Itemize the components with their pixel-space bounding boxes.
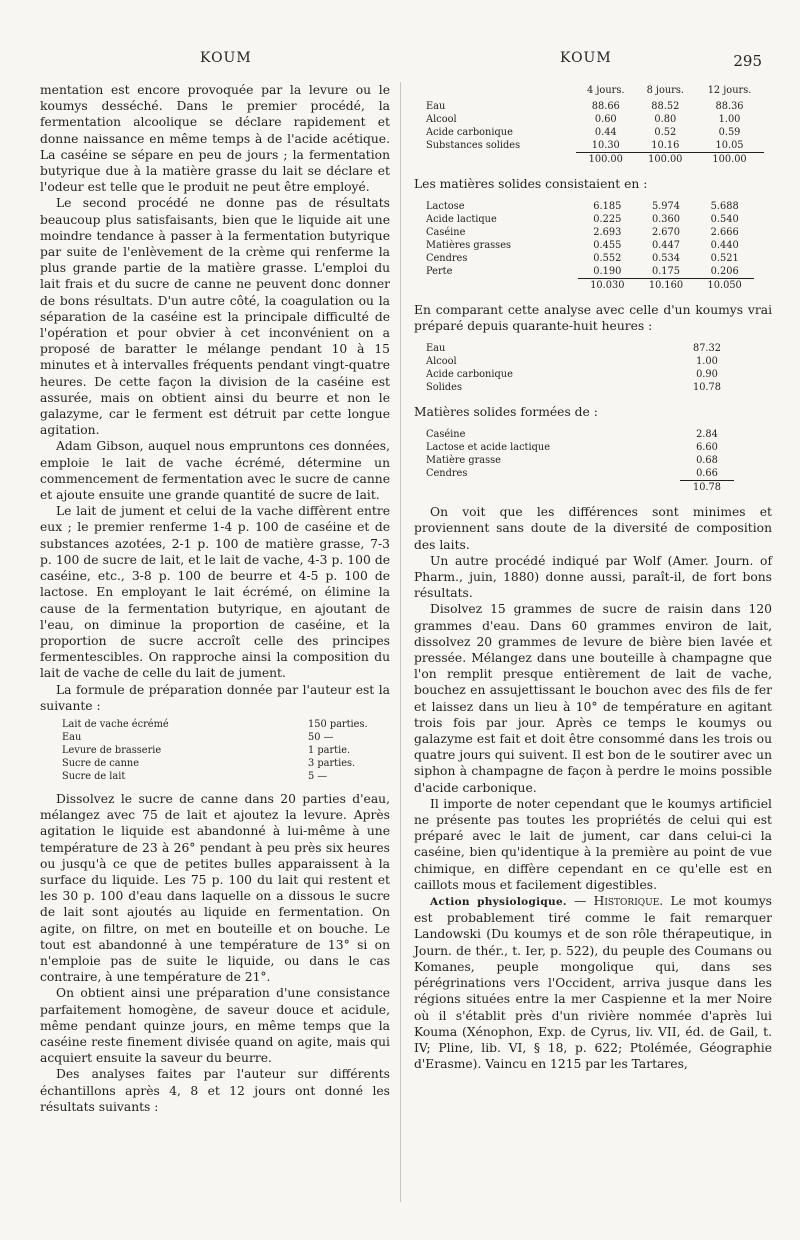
table-cell: 87.32 — [692, 343, 722, 355]
left-column — [40, 82, 390, 1115]
table-row — [424, 467, 734, 481]
table-cell-value: 3 parties. — [308, 757, 356, 769]
table-row — [60, 757, 380, 770]
table-cell-label: Cendres — [426, 253, 468, 265]
table-cell: 0.52 — [654, 127, 677, 139]
table-cell-label: Matière grasse — [426, 455, 501, 467]
page-number: 295 — [733, 52, 762, 70]
table-cell: 1.00 — [718, 114, 741, 126]
caption: Matières solides formées de : — [414, 405, 598, 420]
column-header: 12 jours. — [707, 85, 752, 96]
table-cell-label: Eau — [426, 343, 446, 355]
paragraph: On obtient ainsi une préparation d'une consistance parfaitement homogène, de saveur douce et acidule, même pendant quinze jours, en même temps que la caséine reste finement divisée quand on agite, mais qui acquiert ensuite la saveur du beurre. — [40, 986, 390, 1066]
table-cell: 0.440 — [710, 240, 739, 252]
table-cell: 0.521 — [710, 253, 739, 265]
table-cell: 100.00 — [695, 153, 764, 167]
table-cell: 88.66 — [591, 101, 620, 113]
table-row — [424, 139, 764, 153]
table-cell: 0.60 — [594, 114, 617, 126]
table-cell: 0.90 — [696, 369, 718, 381]
section-heading: Historique. — [593, 894, 664, 909]
table-cell: 0.225 — [593, 214, 622, 226]
true-koumys-table — [424, 342, 734, 394]
table-cell: 1.00 — [696, 356, 718, 368]
table-total-row — [424, 279, 754, 293]
table-cell: 0.190 — [593, 266, 622, 278]
table-cell: 100.00 — [576, 153, 636, 167]
table-cell: 10.78 — [692, 382, 722, 394]
formula-table — [60, 718, 380, 783]
table-cell: 88.36 — [715, 101, 744, 113]
column-divider — [400, 82, 401, 1202]
running-head-right: KOUM — [560, 50, 612, 66]
paragraph: Un autre procédé indiqué par Wolf (Amer. Journ. of Pharm., juin, 1880) donne aussi, paraît-il, de fort bons résultats. — [414, 553, 772, 601]
caption: En comparant cette analyse avec celle d'un koumys vrai préparé depuis quarante-huit heures : — [414, 303, 772, 334]
table-cell-label: Acide carbonique — [426, 127, 513, 139]
paragraph: Disolvez 15 grammes de sucre de raisin dans 120 grammes d'eau. Dans 60 grammes environ de lait, dissolvez 20 grammes de levure de bière bien lavée et pressée. Mélangez dans une bouteille à champagne que l'on remplit presque entièrement de lait de vache, bouchez en assujettissant le bouchon avec des fils de fer et laissez dans un lieu à 10° de température en agitant trois fois par jour. Après ce temps le koumys ou galazyme est fait et doit être consommé dans les trois ou quatre jours qui suivent. Il est bon de le soutirer avec un siphon à champagne de façon à perdre le moins possible d'acide carbonique. — [414, 602, 772, 795]
table-row — [424, 213, 754, 226]
table-cell: 10.78 — [680, 481, 734, 495]
table-row — [424, 441, 734, 454]
table-row — [424, 355, 734, 368]
table-cell-label: Alcool — [426, 356, 457, 368]
table-cell: 0.68 — [696, 455, 718, 467]
table-cell: 6.185 — [593, 201, 622, 213]
table-row — [60, 770, 380, 783]
paragraph: Le lait de jument et celui de la vache diffèrent entre eux ; le premier renferme 1-4 p. 100 de caséine et de substances azotées, 2-1 p. 100 de matière grasse, 7-3 p. 100 de sucre de lait, et le lait de vache, 4-3 p. 100 de caséine, etc., 3-8 p. 100 de beurre et 4-5 p. 100 de lactose. En employant le lait écrémé, on élimine la cause de la fermentation butyrique, en ajoutant de l'eau, on diminue la proportion de caséine, et la proportion de sucre accroît celle des principes fermentescibles. On rapproche ainsi la composition du lait de vache de celle du lait de jument. — [40, 504, 390, 681]
table-row — [424, 454, 734, 467]
table-cell: 2.84 — [696, 429, 718, 441]
paragraph: Le second procédé ne donne pas de résultats beaucoup plus satisfaisants, bien que le liquide ait une moindre tendance à passer à la fermentation butyrique par suite de l'enlèvement de la crème qui renferme la plus grande partie de la matière grasse. L'emploi du lait frais et du sucre de canne ne peuvent donc donner de bons résultats. D'un autre côté, la coagulation ou la séparation de la caséine est la principale difficulté de l'opération et pour obvier à cet inconvénient on a proposé de baratter le mélange pendant 10 à 15 minutes et à intervalles fréquents pendant vingt-quatre heures. De cette façon la division de la caséine est assurée, mais on obtient ainsi du beurre et non le galazyme, car le ferment est détruit par cette longue agitation. — [40, 196, 390, 438]
table-cell-label: Lactose et acide lactique — [426, 442, 551, 454]
table-cell-value: 150 parties. — [308, 718, 368, 730]
table-cell-value: 1 partie. — [308, 744, 351, 756]
table-cell-label: Eau — [62, 731, 82, 743]
caption: Les matières solides consistaient en : — [414, 177, 648, 192]
table-cell: 0.455 — [593, 240, 622, 252]
table-cell: 0.534 — [651, 253, 680, 265]
table-cell: 10.030 — [578, 279, 637, 293]
table-cell: 0.66 — [696, 468, 718, 480]
running-head-left: KOUM — [200, 50, 252, 66]
table-cell: 5.688 — [710, 201, 739, 213]
table-row — [424, 265, 754, 279]
table-cell-label: Lait de vache écrémé — [62, 718, 169, 730]
table-total-row — [424, 153, 764, 167]
table-row — [60, 744, 380, 757]
table-cell-label: Acide lactique — [426, 214, 497, 226]
table-cell: 10.30 — [591, 140, 620, 152]
table-header-row — [424, 82, 764, 100]
table-cell-value: 5 — — [308, 770, 328, 782]
paragraph: mentation est encore provoquée par la levure ou le koumys desséché. Dans le premier procédé, la fermentation alcoolique se déclare rapidement et donne naissance en même temps à de l'acide acétique. La caséine se sépare en peu de jours ; la fermentation butyrique due à la matière grasse du lait se déclare et l'odeur est telle que le produit ne peut être employé. — [40, 83, 390, 195]
table-row — [424, 200, 754, 213]
section-lead: Action physiologique. — [430, 896, 567, 909]
table-cell-label: Eau — [426, 101, 446, 113]
table-cell: 10.050 — [695, 279, 754, 293]
table-cell-label: Levure de brasserie — [62, 744, 162, 756]
table-row — [424, 239, 754, 252]
table-row — [424, 428, 734, 441]
table-cell: 10.16 — [651, 140, 680, 152]
table-cell: 0.447 — [651, 240, 680, 252]
column-header: 4 jours. — [587, 85, 625, 96]
column-header: 8 jours. — [646, 85, 684, 96]
table-cell: 100.00 — [636, 153, 696, 167]
solids-table — [424, 200, 754, 292]
table-row — [424, 126, 764, 139]
table-row — [60, 718, 380, 731]
paragraph: Adam Gibson, auquel nous empruntons ces données, emploie le lait de vache écrémé, détermine un commencement de fermentation avec le sucre de canne et ajoute ensuite une grande quantité de sucre de lait. — [40, 439, 390, 503]
solid-matters-table — [424, 428, 734, 494]
table-cell: 0.552 — [593, 253, 622, 265]
table-cell: 0.360 — [651, 214, 680, 226]
table-cell-label: Lactose — [426, 201, 465, 213]
table-row — [60, 731, 380, 744]
table-cell: 0.44 — [594, 127, 617, 139]
table-cell: 0.540 — [710, 214, 739, 226]
table-cell: 88.52 — [651, 101, 680, 113]
table-cell-label: Sucre de lait — [62, 770, 126, 782]
paragraph: Des analyses faites par l'auteur sur différents échantillons après 4, 8 et 12 jours ont donné les résultats suivants : — [40, 1067, 390, 1114]
table-cell: 10.160 — [637, 279, 696, 293]
right-column — [414, 82, 772, 1072]
table-cell-label: Perte — [426, 266, 453, 278]
table-cell: 6.60 — [696, 442, 718, 454]
paragraph: La formule de préparation donnée par l'auteur est la suivante : — [40, 682, 390, 713]
table-row — [424, 381, 734, 394]
table-row — [424, 342, 734, 355]
table-row — [424, 100, 764, 113]
table-cell: 0.59 — [718, 127, 741, 139]
table-cell-label: Sucre de canne — [62, 757, 140, 769]
paragraph-text: Le mot koumys est probablement tiré comme le fait remarquer Landowski (Du koumys et de son rôle thérapeutique, in Journ. de thér., t. Ier, p. 522), du peuple des Coumans ou Komanes, peuple mongolique qui, dans ses pérégrinations vers l'Occident, arriva jusque dans les régions situées entre la mer Caspienne et la mer Noire où il s'établit près d'un rivière nommée d'après lui Kouma (Xénophon, Exp. de Cyrus, liv. VII, éd. de Gail, t. IV; Pline, lib. VI, § 18, p. 622; Ptolémée, Géographie d'Erasme). Vaincu en 1215 par les Tartares, — [414, 894, 772, 1072]
table-cell-label: Substances solides — [426, 140, 521, 152]
table-cell-label: Cendres — [426, 468, 468, 480]
fermentation-table — [424, 82, 764, 166]
table-cell-label: Alcool — [426, 114, 457, 126]
paragraph: On voit que les différences sont minimes et proviennent sans doute de la diversité de composition des laits. — [414, 505, 772, 552]
table-row — [424, 252, 754, 265]
table-cell-label: Caséine — [426, 429, 466, 441]
table-cell: 2.666 — [710, 227, 739, 239]
table-cell: 0.175 — [651, 266, 680, 278]
table-row — [424, 226, 754, 239]
table-cell-label: Solides — [426, 382, 462, 394]
table-cell: 0.80 — [654, 114, 677, 126]
table-cell-value: 50 — — [308, 731, 334, 743]
table-cell-label: Acide carbonique — [426, 369, 513, 381]
table-cell-label: Caséine — [426, 227, 466, 239]
table-row — [424, 113, 764, 126]
table-row — [424, 368, 734, 381]
table-cell: 0.206 — [710, 266, 739, 278]
table-cell: 2.670 — [651, 227, 680, 239]
paragraph: Il importe de noter cependant que le koumys artificiel ne présente pas toutes les propriétés de celui qui est préparé avec le lait de jument, car dans celui-ci la caséine, bien qu'identique à la première au point de vue chimique, en diffère cependant en ce qu'elle est en caillots mous et facilement digestibles. — [414, 796, 772, 892]
table-cell: 5.974 — [651, 201, 680, 213]
table-total-row — [424, 481, 734, 495]
paragraph: Dissolvez le sucre de canne dans 20 parties d'eau, mélangez avec 75 de lait et ajoutez la levure. Après agitation le liquide est abandonné à lui-même à une température de 23 à 26° pendant à peu près six heures ou jusqu'à ce que de petites bulles apparaissent à la surface du liquide. Les 75 p. 100 du lait qui restent et les 30 p. 100 d'eau dans laquelle on a dissous le sucre de lait sont ajoutés au liquide en fermentation. On agite, on filtre, on met en bouteille et on bouche. Le tout est abandonné à une température de 13° si on n'emploie pas de suite le liquide, ou dans le cas contraire, à une température de 21°. — [40, 791, 390, 985]
table-cell: 10.05 — [715, 140, 744, 152]
table-cell-label: Matières grasses — [426, 240, 512, 252]
table-cell: 2.693 — [593, 227, 622, 239]
paragraph: Action physiologique. — Historique. Le mot koumys est probablement tiré comme le fait remarquer Landowski (Du koumys et de son rôle thérapeutique, in Journ. de thér., t. Ier, p. 522), du peuple des Coumans ou Komanes, peuple mongolique qui, dans ses pérégrinations vers l'Occident, arriva jusque dans les régions situées entre la mer Caspienne et la mer Noire où il s'établit près d'un rivière nommée d'après lui Kouma (Xénophon, Exp. de Cyrus, liv. VII, éd. de Gail, t. IV; Pline, lib. VI, § 18, p. 622; Ptolémée, Géographie d'Erasme). Vaincu en 1215 par les Tartares, — [414, 894, 772, 1072]
